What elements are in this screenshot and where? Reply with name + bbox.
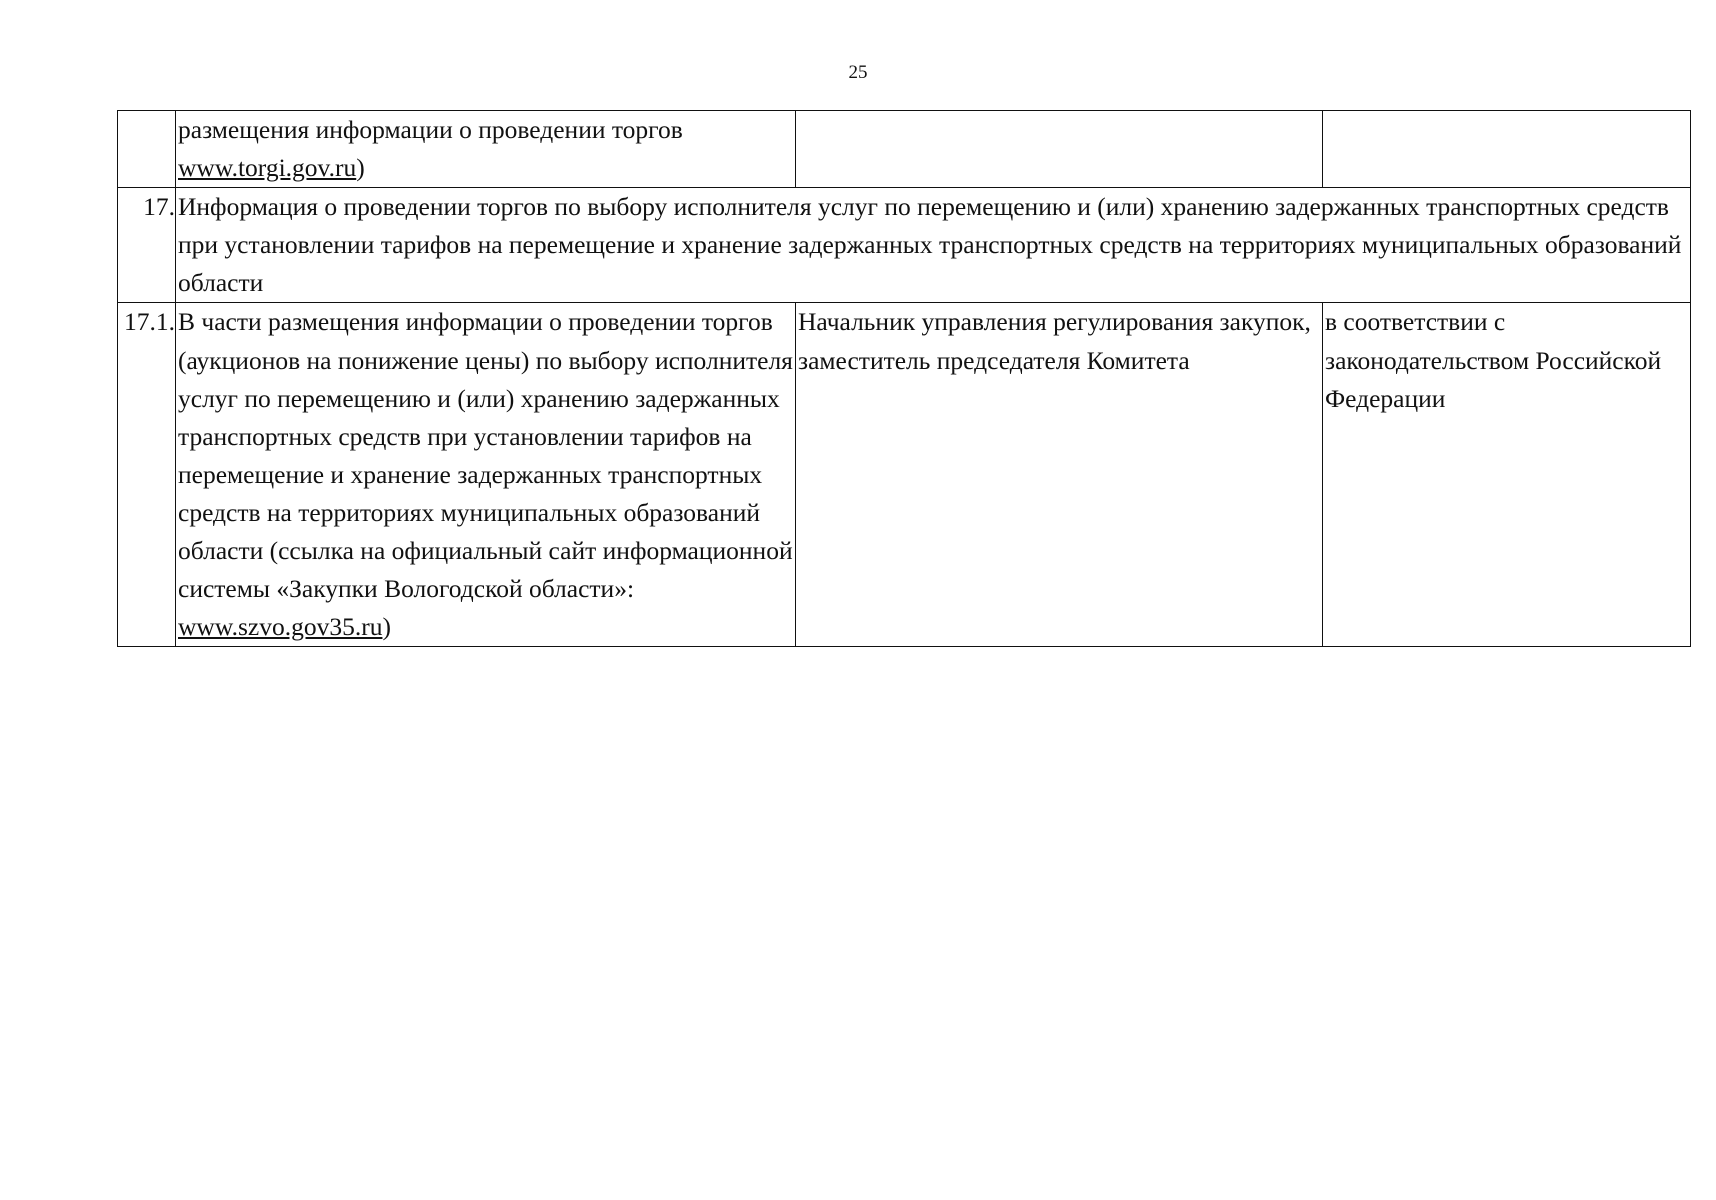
row-number: 17.1. (118, 303, 176, 647)
description-suffix: ) (382, 612, 391, 642)
table-row-section (118, 188, 1691, 303)
section-heading-cell: Информация о проведении торгов по выбору исполнителя услуг по перемещению и (или) хранению задержанных транспортных средств при установлении тарифов на перемещение и хранение задержанных транспортных средств на территориях муниципальных образований области (176, 188, 1691, 303)
table-row (118, 111, 1691, 188)
description-cell (176, 303, 796, 647)
description-cell (176, 111, 796, 188)
document-table (117, 110, 1691, 647)
responsible-cell (796, 111, 1323, 188)
description-text: размещения информации о проведении торгов (178, 115, 683, 144)
torgi-link[interactable]: www.torgi.gov.ru (178, 153, 357, 183)
row-number (118, 111, 176, 188)
responsible-cell: Начальник управления регулирования закупок, заместитель председателя Комитета (796, 303, 1323, 647)
table-row (118, 303, 1691, 647)
description-text: В части размещения информации о проведении торгов (аукционов на понижение цены) по выбору исполнителя услуг по перемещению и (или) хранению задержанных транспортных средств при установлении тарифов на перемещение и хранение задержанных транспортных средств на территориях муниципальных образований области (ссылка на официальный сайт информационной системы «Закупки Вологодской области»: (178, 307, 793, 604)
page-number: 25 (848, 62, 868, 83)
section-number: 17. (118, 188, 176, 303)
basis-cell (1323, 111, 1691, 188)
basis-cell: в соответствии с законодательством Российской Федерации (1323, 303, 1691, 647)
description-suffix: ) (356, 153, 365, 183)
szvo-link[interactable]: www.szvo.gov35.ru (178, 612, 383, 642)
